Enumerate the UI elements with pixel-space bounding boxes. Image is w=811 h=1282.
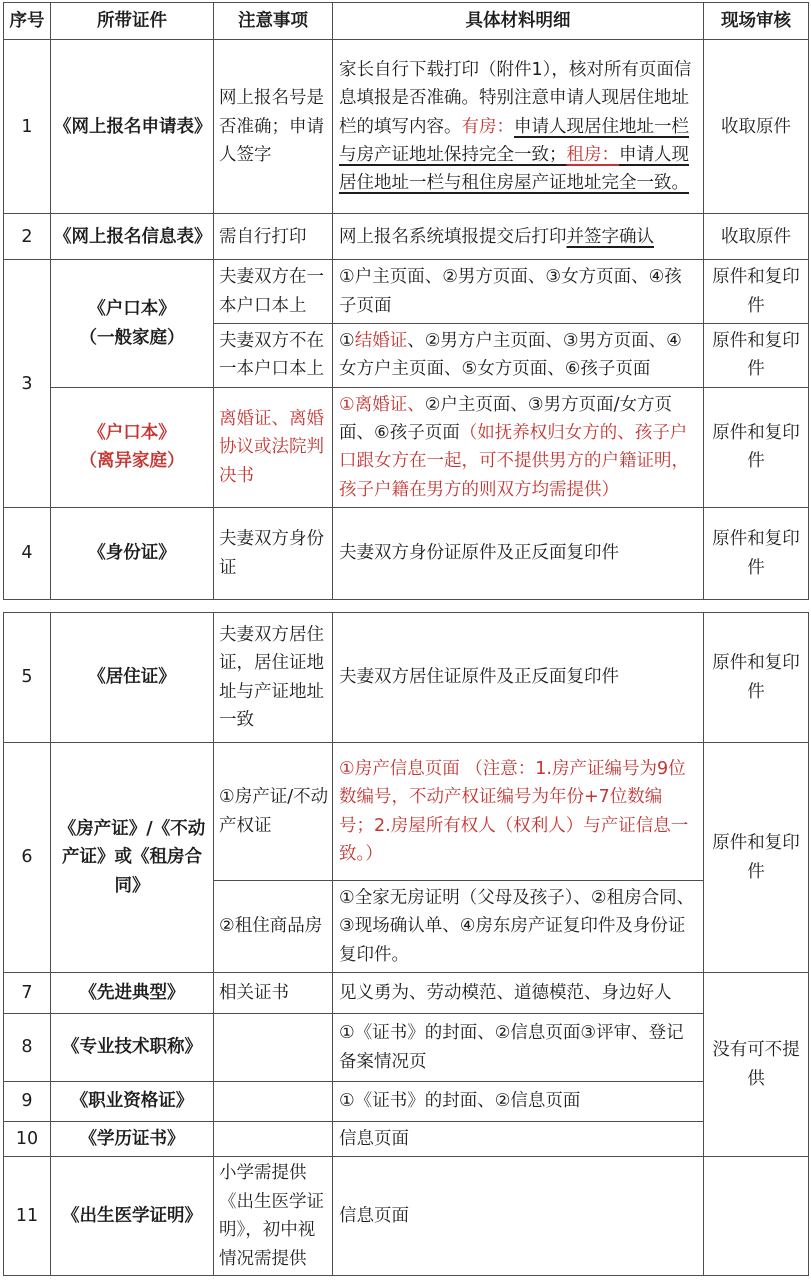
header-row xyxy=(4,3,809,40)
detail-highlight-has-house: 有房： xyxy=(461,116,514,137)
cell-seq: 2 xyxy=(4,214,51,260)
cell-doc: 《网上报名信息表》 xyxy=(51,214,214,260)
cell-seq: 6 xyxy=(4,743,51,973)
cell-seq: 7 xyxy=(4,973,51,1014)
cell-note: ②租住商品房 xyxy=(214,881,333,973)
header-note: 注意事项 xyxy=(214,3,333,40)
cell-detail: 夫妻双方身份证原件及正反面复印件 xyxy=(333,508,704,600)
cell-detail: ①《证书》的封面、②信息页面③评审、登记备案情况页 xyxy=(333,1014,704,1082)
materials-table-2 xyxy=(3,612,809,1276)
cell-review: 原件和复印件 xyxy=(704,613,809,743)
detail-highlight-marriage-cert: 结婚证 xyxy=(354,331,408,352)
header-review: 现场审核 xyxy=(704,3,809,40)
detail-highlight-custody-note: （如抚养权归女方的、孩子户口跟女方在一起，可不提供男方的户籍证明，孩子户籍在男方的则双方均需提供） xyxy=(339,423,689,500)
cell-note xyxy=(214,1082,333,1122)
header-doc: 所带证件 xyxy=(51,3,214,40)
cell-note: 夫妻双方不在一本户口本上 xyxy=(214,324,333,388)
cell-seq: 11 xyxy=(4,1157,51,1275)
row-1 xyxy=(4,40,809,214)
cell-review xyxy=(704,1157,809,1275)
row-3a xyxy=(4,260,809,324)
cell-detail: 信息页面 xyxy=(333,1122,704,1157)
cell-doc: 《先进典型》 xyxy=(51,973,214,1014)
detail-text: 网上报名系统填报提交后打印 xyxy=(339,226,567,247)
cell-seq: 9 xyxy=(4,1082,51,1122)
cell-doc: 《出生医学证明》 xyxy=(51,1157,214,1275)
cell-note: 相关证书 xyxy=(214,973,333,1014)
row-9 xyxy=(4,1082,809,1122)
cell-note: 夫妻双方居住证，居住证地址与产证地址一致 xyxy=(214,613,333,743)
cell-detail xyxy=(333,324,704,388)
cell-detail: ①全家无房证明（父母及孩子）、②租房合同、③现场确认单、④房东房产证复印件及身份证复印件。 xyxy=(333,881,704,973)
cell-review: 收取原件 xyxy=(704,214,809,260)
doc-line: （离异家庭） xyxy=(79,451,185,472)
cell-note xyxy=(214,1014,333,1082)
header-seq: 序号 xyxy=(4,3,51,40)
cell-review: 原件和复印件 xyxy=(704,260,809,324)
cell-review: 原件和复印件 xyxy=(704,508,809,600)
header-detail: 具体材料明细 xyxy=(333,3,704,40)
cell-note: ①房产证/不动产权证 xyxy=(214,743,333,881)
cell-seq: 5 xyxy=(4,613,51,743)
cell-review: 收取原件 xyxy=(704,40,809,214)
cell-detail-property-info: ①房产信息页面 （注意：1.房产证编号为9位数编号，不动产权证编号为年份+7位数编号；2.房屋所有权人（权利人）与产证信息一致。） xyxy=(333,743,704,881)
cell-seq: 4 xyxy=(4,508,51,600)
cell-note: 夫妻双方身份证 xyxy=(214,508,333,600)
cell-doc: 《居住证》 xyxy=(51,613,214,743)
cell-doc-hukou-general xyxy=(51,260,214,387)
row-8 xyxy=(4,1014,809,1082)
cell-doc: 《网上报名申请表》 xyxy=(51,40,214,214)
cell-seq: 1 xyxy=(4,40,51,214)
cell-detail: 见义勇为、劳动模范、道德模范、身边好人 xyxy=(333,973,704,1014)
cell-doc-hukou-divorced xyxy=(51,387,214,507)
materials-table-1 xyxy=(3,2,809,600)
detail-underline: 申请人现居住地址一栏与租住房屋产证地址完全一致。 xyxy=(339,145,689,194)
detail-underline: 申请人现居住地址一栏与房产证地址保持完全一致； xyxy=(339,116,689,166)
cell-seq: 8 xyxy=(4,1014,51,1082)
cell-review: 原件和复印件 xyxy=(704,743,809,973)
row-10 xyxy=(4,1122,809,1157)
cell-detail: 信息页面 xyxy=(333,1157,704,1275)
detail-underline: 并签字确认 xyxy=(566,226,654,247)
doc-line: （一般家庭） xyxy=(79,327,185,348)
cell-note: 需自行打印 xyxy=(214,214,333,260)
row-7 xyxy=(4,973,809,1014)
cell-doc: 《身份证》 xyxy=(51,508,214,600)
row-4 xyxy=(4,508,809,600)
cell-detail: ①户主页面、②男方页面、③女方页面、④孩子页面 xyxy=(333,260,704,324)
doc-line: 《户口本》 xyxy=(88,423,176,444)
cell-review: 原件和复印件 xyxy=(704,324,809,388)
cell-note xyxy=(214,1122,333,1157)
cell-seq: 10 xyxy=(4,1122,51,1157)
doc-line: 《户口本》 xyxy=(88,299,176,320)
cell-detail xyxy=(333,40,704,214)
detail-text: 家长自行下载打印（附件1），核对所有页面信息填报是否准确。特别注意申请人现居住地址栏的填写内容。 xyxy=(339,59,692,137)
detail-highlight-rent-house: 租房： xyxy=(566,145,619,166)
detail-text: ②户主页面、③男方页面/女方页面、⑥孩子页面 xyxy=(339,394,672,444)
cell-detail xyxy=(333,387,704,507)
row-5 xyxy=(4,613,809,743)
cell-review-optional: 没有可不提供 xyxy=(704,973,809,1157)
row-2 xyxy=(4,214,809,260)
cell-detail xyxy=(333,214,704,260)
detail-text: ① xyxy=(339,331,355,352)
cell-doc-property: 《房产证》/《不动产证》或《租房合同》 xyxy=(51,743,214,973)
cell-seq: 3 xyxy=(4,260,51,508)
detail-text: 、②男方户主页面、③男方页面、④女方户主页面、⑤女方页面、⑥孩子页面 xyxy=(339,331,682,380)
row-3c xyxy=(4,387,809,507)
cell-note: 离婚证、离婚协议或法院判决书 xyxy=(214,387,333,507)
table-gap xyxy=(3,600,808,612)
cell-doc: 《专业技术职称》 xyxy=(51,1014,214,1082)
row-11 xyxy=(4,1157,809,1275)
cell-review: 原件和复印件 xyxy=(704,387,809,507)
cell-detail: ①《证书》的封面、②信息页面 xyxy=(333,1082,704,1122)
detail-highlight-divorce-cert: ①离婚证、 xyxy=(339,394,425,415)
cell-detail: 夫妻双方居住证原件及正反面复印件 xyxy=(333,613,704,743)
cell-note: 小学需提供《出生医学证明》，初中视情况需提供 xyxy=(214,1157,333,1275)
row-6a xyxy=(4,743,809,881)
cell-note: 网上报名号是否准确；申请人签字 xyxy=(214,40,333,214)
cell-note: 夫妻双方在一本户口本上 xyxy=(214,260,333,324)
cell-doc: 《学历证书》 xyxy=(51,1122,214,1157)
cell-doc: 《职业资格证》 xyxy=(51,1082,214,1122)
